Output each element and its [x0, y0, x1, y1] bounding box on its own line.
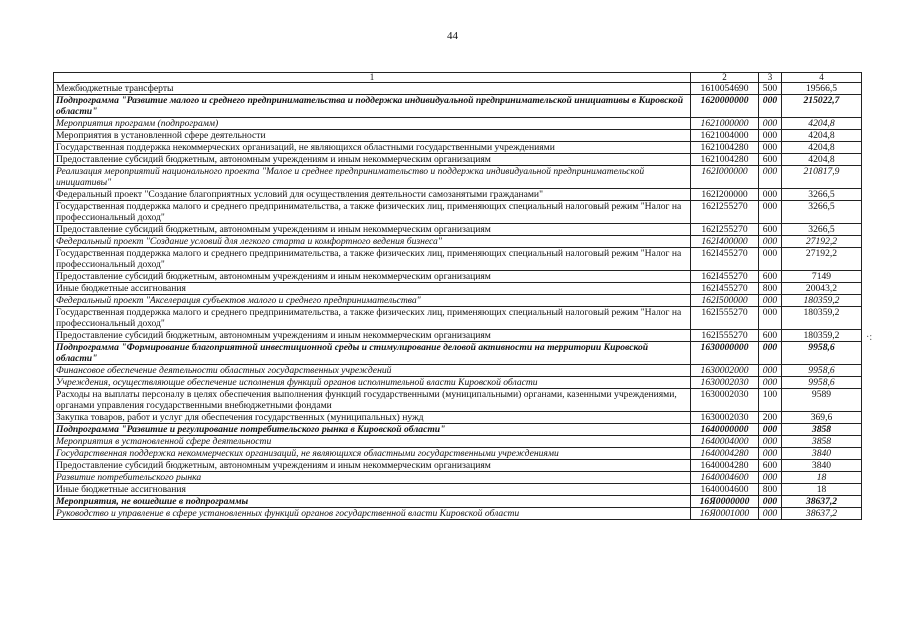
header-cell-name: 1 [54, 73, 691, 83]
row-code-cell: 16Я0001000 [691, 508, 759, 520]
table-row [54, 224, 862, 236]
row-code-cell: 1630000000 [691, 342, 759, 365]
row-sum-cell: 369,6 [782, 412, 862, 424]
row-sum-cell: 18 [782, 472, 862, 484]
row-code-cell: 1621004280 [691, 142, 759, 154]
header-cell-sum: 4 [782, 73, 862, 83]
row-sum-cell: 9958,6 [782, 365, 862, 377]
table-row [54, 365, 862, 377]
row-name-cell: Предоставление субсидий бюджетным, автономным учреждениям и иным некоммерческим организациям [54, 154, 691, 166]
row-type-cell: 000 [759, 166, 782, 189]
table-row [54, 83, 862, 95]
row-type-cell: 000 [759, 201, 782, 224]
row-name-cell: Федеральный проект "Создание условий для легкого старта и комфортного ведения бизнеса" [54, 236, 691, 248]
row-type-cell: 000 [759, 365, 782, 377]
table-row [54, 142, 862, 154]
row-sum-cell: 3266,5 [782, 224, 862, 236]
row-type-cell: 000 [759, 95, 782, 118]
row-code-cell: 1621004000 [691, 130, 759, 142]
row-type-cell: 000 [759, 377, 782, 389]
row-type-cell: 000 [759, 189, 782, 201]
row-name-cell: Мероприятия программ (подпрограмм) [54, 118, 691, 130]
table-row [54, 118, 862, 130]
row-code-cell: 1640004600 [691, 484, 759, 496]
row-type-cell: 000 [759, 248, 782, 271]
row-name-cell: Предоставление субсидий бюджетным, автономным учреждениям и иным некоммерческим организациям [54, 460, 691, 472]
row-code-cell: 16Я0000000 [691, 496, 759, 508]
row-sum-cell: 4204,8 [782, 154, 862, 166]
row-type-cell: 800 [759, 283, 782, 295]
row-type-cell: 000 [759, 295, 782, 307]
row-sum-cell: 3840 [782, 448, 862, 460]
row-name-cell: Подпрограмма "Формирование благоприятной инвестиционной среды и стимулирование деловой активности на территории Кировской области" [54, 342, 691, 365]
row-type-cell: 000 [759, 436, 782, 448]
row-type-cell: 000 [759, 496, 782, 508]
row-type-cell: 100 [759, 389, 782, 412]
row-code-cell: 162I455270 [691, 248, 759, 271]
row-code-cell: 162I555270 [691, 330, 759, 342]
table-row [54, 95, 862, 118]
row-type-cell: 600 [759, 460, 782, 472]
table-row [54, 436, 862, 448]
row-sum-cell: 180359,2 [782, 330, 862, 342]
row-code-cell: 1630002000 [691, 365, 759, 377]
row-name-cell: Межбюджетные трансферты [54, 83, 691, 95]
row-type-cell: 600 [759, 224, 782, 236]
row-name-cell: Расходы на выплаты персоналу в целях обеспечения выполнения функций государственными (муниципальными) органами, казенными учреждениями, органами управления государственными внебюджетными фондами [54, 389, 691, 412]
row-code-cell: 1630002030 [691, 377, 759, 389]
table-row [54, 448, 862, 460]
row-name-cell: Предоставление субсидий бюджетным, автономным учреждениям и иным некоммерческим организациям [54, 330, 691, 342]
row-name-cell: Мероприятия, не вошедшие в подпрограммы [54, 496, 691, 508]
row-type-cell: 600 [759, 154, 782, 166]
table-row [54, 389, 862, 412]
row-sum-cell: 27192,2 [782, 236, 862, 248]
table-row [54, 412, 862, 424]
row-code-cell: 162I255270 [691, 224, 759, 236]
row-code-cell: 1640004280 [691, 448, 759, 460]
row-code-cell: 1620000000 [691, 95, 759, 118]
table-row [54, 496, 862, 508]
budget-table [53, 72, 862, 520]
row-name-cell: Реализация мероприятий национального проекта "Малое и среднее предпринимательство и поддержка индивидуальной предпринимательской инициативы" [54, 166, 691, 189]
row-type-cell: 000 [759, 142, 782, 154]
row-sum-cell: 180359,2 [782, 295, 862, 307]
header-cell-type: 3 [759, 73, 782, 83]
row-sum-cell: 180359,2 [782, 307, 862, 330]
row-name-cell: Закупка товаров, работ и услуг для обеспечения государственных (муниципальных) нужд [54, 412, 691, 424]
row-name-cell: Государственная поддержка малого и среднего предпринимательства, а также физических лиц, применяющих специальный налоговый режим "Налог на профессиональный доход" [54, 307, 691, 330]
row-name-cell: Иные бюджетные ассигнования [54, 484, 691, 496]
row-name-cell: Финансовое обеспечение деятельности областных государственных учреждений [54, 365, 691, 377]
table-row [54, 236, 862, 248]
row-name-cell: Государственная поддержка некоммерческих организаций, не являющихся областными государственными учреждениями [54, 448, 691, 460]
row-type-cell: 000 [759, 118, 782, 130]
row-sum-cell: 9958,6 [782, 377, 862, 389]
row-sum-cell: 18 [782, 484, 862, 496]
row-sum-cell: 19566,5 [782, 83, 862, 95]
row-name-cell: Федеральный проект "Акселерация субъектов малого и среднего предпринимательства" [54, 295, 691, 307]
row-code-cell: 162I200000 [691, 189, 759, 201]
row-name-cell: Подпрограмма "Развитие и регулирование потребительского рынка в Кировской области" [54, 424, 691, 436]
row-name-cell: Государственная поддержка некоммерческих организаций, не являющихся областными государственными учреждениями [54, 142, 691, 154]
row-sum-cell: 3266,5 [782, 189, 862, 201]
row-code-cell: 162I000000 [691, 166, 759, 189]
table-row [54, 166, 862, 189]
row-code-cell: 162I555270 [691, 307, 759, 330]
row-sum-cell: 4204,8 [782, 142, 862, 154]
row-type-cell: 800 [759, 484, 782, 496]
row-name-cell: Государственная поддержка малого и среднего предпринимательства, а также физических лиц, применяющих специальный налоговый режим "Налог на профессиональный доход" [54, 248, 691, 271]
scan-mark: ·: [866, 332, 873, 343]
row-code-cell: 1621000000 [691, 118, 759, 130]
header-cell-code: 2 [691, 73, 759, 83]
table-row [54, 307, 862, 330]
row-type-cell: 000 [759, 236, 782, 248]
table-row [54, 154, 862, 166]
table-row [54, 484, 862, 496]
table-row [54, 330, 862, 342]
row-name-cell: Предоставление субсидий бюджетным, автономным учреждениям и иным некоммерческим организациям [54, 271, 691, 283]
row-name-cell: Государственная поддержка малого и среднего предпринимательства, а также физических лиц, применяющих специальный налоговый режим "Налог на профессиональный доход" [54, 201, 691, 224]
row-code-cell: 1621004280 [691, 154, 759, 166]
table-row [54, 130, 862, 142]
row-sum-cell: 38637,2 [782, 508, 862, 520]
row-name-cell: Мероприятия в установленной сфере деятельности [54, 436, 691, 448]
row-type-cell: 000 [759, 130, 782, 142]
row-type-cell: 200 [759, 412, 782, 424]
table-row [54, 377, 862, 389]
row-name-cell: Предоставление субсидий бюджетным, автономным учреждениям и иным некоммерческим организациям [54, 224, 691, 236]
table-row [54, 271, 862, 283]
table-row [54, 295, 862, 307]
row-code-cell: 1640004600 [691, 472, 759, 484]
row-name-cell: Мероприятия в установленной сфере деятельности [54, 130, 691, 142]
row-sum-cell: 210817,9 [782, 166, 862, 189]
row-type-cell: 000 [759, 448, 782, 460]
row-code-cell: 1640004280 [691, 460, 759, 472]
row-sum-cell: 20043,2 [782, 283, 862, 295]
row-type-cell: 000 [759, 424, 782, 436]
row-sum-cell: 3266,5 [782, 201, 862, 224]
table-row [54, 472, 862, 484]
row-name-cell: Федеральный проект "Создание благоприятных условий для осуществления деятельности самозанятыми гражданами" [54, 189, 691, 201]
row-sum-cell: 3840 [782, 460, 862, 472]
page-number: 44 [447, 30, 458, 42]
table-row [54, 201, 862, 224]
row-sum-cell: 27192,2 [782, 248, 862, 271]
row-sum-cell: 7149 [782, 271, 862, 283]
row-sum-cell: 4204,8 [782, 130, 862, 142]
row-code-cell: 1610054690 [691, 83, 759, 95]
row-sum-cell: 215022,7 [782, 95, 862, 118]
row-type-cell: 500 [759, 83, 782, 95]
table-row [54, 508, 862, 520]
row-sum-cell: 9958,6 [782, 342, 862, 365]
row-code-cell: 162I455270 [691, 283, 759, 295]
row-sum-cell: 9589 [782, 389, 862, 412]
table-row [54, 283, 862, 295]
row-type-cell: 600 [759, 330, 782, 342]
table-row [54, 424, 862, 436]
row-type-cell: 000 [759, 472, 782, 484]
row-code-cell: 162I400000 [691, 236, 759, 248]
row-type-cell: 000 [759, 342, 782, 365]
row-sum-cell: 38637,2 [782, 496, 862, 508]
row-type-cell: 000 [759, 508, 782, 520]
table-row [54, 248, 862, 271]
row-code-cell: 1640004000 [691, 436, 759, 448]
row-type-cell: 600 [759, 271, 782, 283]
table-row [54, 189, 862, 201]
row-code-cell: 162I500000 [691, 295, 759, 307]
row-code-cell: 1630002030 [691, 412, 759, 424]
table-row [54, 460, 862, 472]
row-name-cell: Развитие потребительского рынка [54, 472, 691, 484]
row-name-cell: Подпрограмма "Развитие малого и среднего предпринимательства и поддержка индивидуальной предпринимательской инициативы в Кировской области" [54, 95, 691, 118]
row-type-cell: 000 [759, 307, 782, 330]
row-code-cell: 162I255270 [691, 201, 759, 224]
row-code-cell: 1640000000 [691, 424, 759, 436]
row-code-cell: 162I455270 [691, 271, 759, 283]
table-row [54, 342, 862, 365]
row-code-cell: 1630002030 [691, 389, 759, 412]
row-sum-cell: 4204,8 [782, 118, 862, 130]
row-sum-cell: 3858 [782, 424, 862, 436]
table-header-row [54, 73, 862, 83]
row-sum-cell: 3858 [782, 436, 862, 448]
row-name-cell: Иные бюджетные ассигнования [54, 283, 691, 295]
row-name-cell: Руководство и управление в сфере установленных функций органов государственной власти Кировской области [54, 508, 691, 520]
row-name-cell: Учреждения, осуществляющие обеспечение исполнения функций органов исполнительной власти Кировской области [54, 377, 691, 389]
